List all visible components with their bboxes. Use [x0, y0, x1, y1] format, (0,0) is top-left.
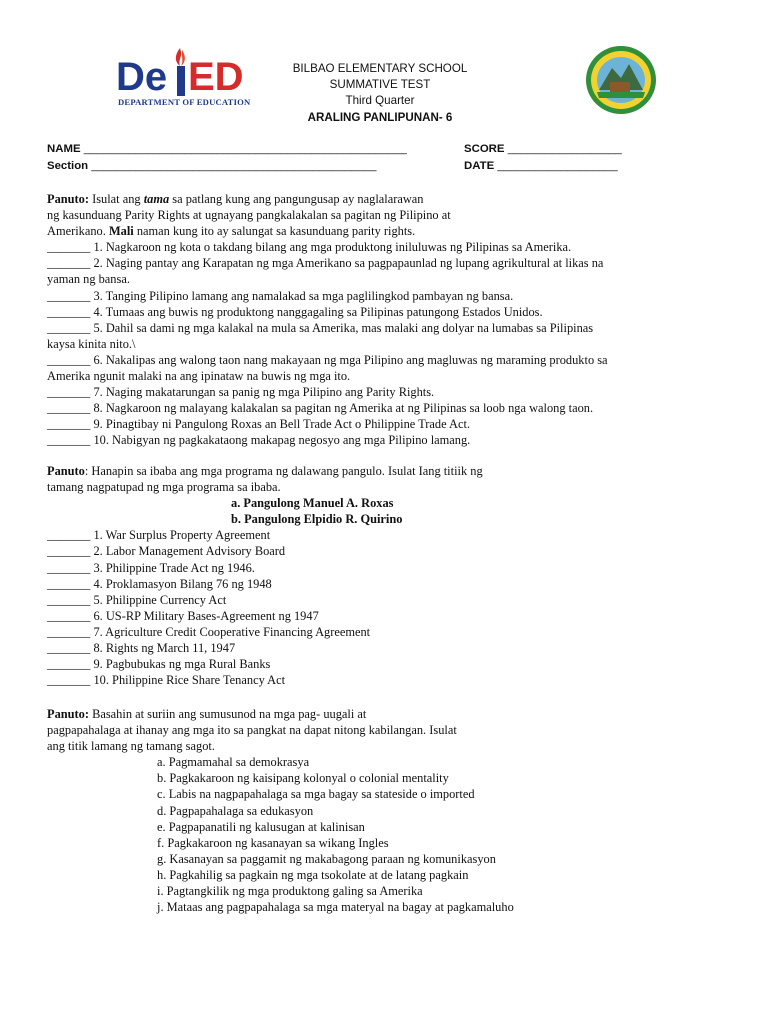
part1-intro-line3-b: naman kung ito ay salungat sa kasunduang parity rights. [133, 224, 416, 239]
date-field[interactable] [464, 160, 618, 172]
list-item[interactable]: _______ 7. Naging makatarungan sa panig ng mga Pilipino ang Parity Rights. [47, 385, 435, 400]
part1-section [47, 191, 727, 449]
part2-intro [47, 463, 727, 479]
section-label: Section [47, 160, 89, 172]
deped-logo [114, 44, 254, 112]
option-item: b. Pagkakaroon ng kaisipang kolonyal o colonial mentality [157, 771, 449, 786]
option-item: g. Kasanayan sa paggamit ng makabagong paraan ng komunikasyon [157, 851, 496, 866]
option-item: h. Pagkahilig sa pagkain ng mga tsokolate at de latang pagkain [157, 867, 469, 882]
part1-panuto-label: Panuto: [47, 192, 89, 206]
list-item[interactable]: _______ 2. Labor Management Advisory Board [47, 544, 286, 559]
list-item[interactable]: _______ 5. Dahil sa dami ng mga kalakal na mula sa Amerika, mas malaki ang dolyar na lumabas sa Pilipinas [47, 320, 594, 335]
part2-panuto-label: Panuto [47, 464, 85, 478]
part1-intro-text: Isulat ang [89, 192, 144, 206]
part2-intro-text: : Hanapin sa ibaba ang mga programa ng dalawang pangulo. Isulat Iang titiik ng [84, 464, 483, 478]
part1-intro [47, 191, 727, 207]
deped-logo-subtitle: DEPARTMENT OF EDUCATION [118, 97, 251, 107]
list-item[interactable]: _______ 8. Rights ng March 11, 1947 [47, 641, 236, 656]
svg-text:ED: ED [188, 55, 244, 99]
part1-intro-line3 [47, 223, 727, 239]
option-item: f. Pagkakaroon ng kasanayan sa wikang Ingles [157, 835, 389, 850]
date-label: DATE [464, 160, 495, 172]
choice-a: a. Pangulong Manuel A. Roxas [231, 496, 394, 511]
subject-title: ARALING PANLIPUNAN- 6 [307, 110, 453, 124]
quarter-label: Third Quarter [345, 94, 415, 108]
header-block [270, 61, 490, 126]
part2-section [47, 463, 727, 688]
list-item[interactable]: _______ 9. Pinagtibay ni Pangulong Roxas an Bell Trade Act o Philippine Trade Act. [47, 417, 470, 432]
list-item-continuation: yaman ng bansa. [47, 272, 130, 287]
list-item[interactable]: _______ 7. Agriculture Credit Cooperative Financing Agreement [47, 624, 371, 639]
option-item: d. Pagpapahalaga sa edukasyon [157, 803, 314, 818]
name-field[interactable] [47, 143, 407, 155]
list-item[interactable]: _______ 6. US-RP Military Bases-Agreement ng 1947 [47, 608, 319, 623]
option-item: e. Pagpapanatili ng kalusugan at kalinisan [157, 819, 365, 834]
svg-text:De: De [116, 55, 168, 99]
list-item[interactable]: _______ 6. Nakalipas ang walong taon nang makayaan ng mga Pilipino ang magluwas ng maraming produkto sa [47, 352, 608, 367]
option-item: c. Labis na nagpapahalaga sa mga bagay sa stateside o imported [157, 787, 475, 802]
section-blank[interactable]: _____________________________________________ [91, 160, 377, 172]
list-item-continuation: kaysa kinita nito.\ [47, 336, 136, 351]
name-blank[interactable]: ___________________________________________________ [83, 143, 407, 155]
score-label: SCORE [464, 143, 505, 155]
mali-word: Mali [108, 224, 134, 239]
choice-b: b. Pangulong Elpidio R. Quirino [231, 512, 403, 527]
option-item: i. Pagtangkilik ng mga produktong galing sa Amerika [157, 884, 423, 899]
list-item[interactable]: _______ 4. Tumaas ang buwis ng produktong nanggagaling sa Pilipinas patungong Estados Unidos. [47, 304, 543, 319]
part3-section [47, 706, 727, 915]
option-item: j. Mataas ang pagpapahalaga sa mga materyal na bagay at pagkamaluho [157, 900, 514, 915]
list-item[interactable]: _______ 2. Naging pantay ang Karapatan ng mga Amerikano sa pagpapaunlad ng lupang agrikultural at likas na [47, 256, 604, 271]
test-title: SUMMATIVE TEST [329, 78, 431, 92]
school-seal-icon [584, 44, 658, 116]
list-item[interactable]: _______ 10. Nabigyan ng pagkakataong makapag negosyo ang mga Pilipino lamang. [47, 433, 471, 448]
list-item[interactable]: _______ 9. Pagbubukas ng mga Rural Banks [47, 657, 271, 672]
part1-intro-line2: ng kasunduang Parity Rights at ugnayang pangkalakalan sa pagitan ng Pilipino at [47, 208, 451, 223]
section-field[interactable] [47, 160, 376, 172]
name-label: NAME [47, 143, 81, 155]
part3-intro [47, 706, 727, 722]
list-item[interactable]: _______ 8. Nagkaroon ng malayang kalakalan sa pagitan ng Amerika at ng Pilipinas sa loob nga walong taon. [47, 401, 594, 416]
score-field[interactable] [464, 143, 622, 155]
list-item-continuation: Amerika ngunit malaki na ang ipinataw na buwis ng mga ito. [47, 369, 351, 384]
part2-intro-line2: tamang nagpatupad ng mga programa sa ibaba. [47, 480, 281, 495]
list-item[interactable]: _______ 10. Philippine Rice Share Tenancy Act [47, 673, 286, 688]
list-item[interactable]: _______ 1. War Surplus Property Agreement [47, 528, 271, 543]
list-item[interactable]: _______ 5. Philippine Currency Act [47, 592, 227, 607]
list-item[interactable]: _______ 3. Philippine Trade Act ng 1946. [47, 560, 255, 575]
list-item[interactable]: _______ 4. Proklamasyon Bilang 76 ng 1948 [47, 576, 272, 591]
part3-intro-text: Basahin at suriin ang sumusunod na mga pag- uugali at [89, 707, 367, 721]
date-blank[interactable]: ___________________ [497, 160, 618, 172]
part3-intro-line2: pagpapahalaga at ihanay ang mga ito sa pangkat na dapat nitong kabilangan. Isulat [47, 723, 457, 738]
part3-intro-line3: ang titik lamang ng tamang sagot. [47, 739, 215, 754]
score-blank[interactable]: __________________ [507, 143, 622, 155]
part1-intro-line3-a: Amerikano. [47, 224, 109, 239]
school-name: BILBAO ELEMENTARY SCHOOL [292, 62, 468, 75]
part3-panuto-label: Panuto: [47, 707, 89, 721]
list-item[interactable]: _______ 1. Nagkaroon ng kota o takdang bilang ang mga produktong iniluluwas ng Pilipinas sa Amerika. [47, 240, 572, 255]
list-item[interactable]: _______ 3. Tanging Pilipino lamang ang namalakad sa mga paglilingkod pambayan ng bansa. [47, 288, 514, 303]
option-item: a. Pagmamahal sa demokrasya [157, 755, 310, 770]
part1-intro-text-b: sa patlang kung ang pangungusap ay naglalarawan [169, 192, 424, 206]
tama-word: tama [143, 192, 170, 206]
